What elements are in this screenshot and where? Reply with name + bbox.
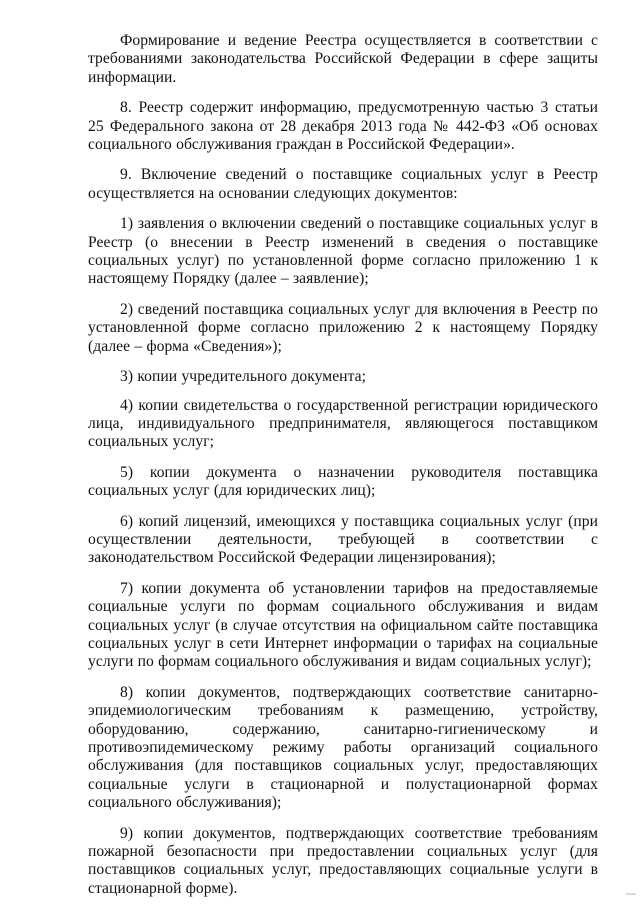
paragraph-item-9-inclusion-basis: 9. Включение сведений о поставщике социальных услуг в Реестр осуществляется на основании следующих документов: [88,166,598,202]
scan-edge-mark [626,893,636,895]
list-item-6-licenses: 6) копий лицензий, имеющихся у поставщика социальных услуг (при осуществлении деятельности, требующей в соответствии с законодательством Российской Федерации лицензирования); [88,512,598,567]
list-item-5-head-appointment: 5) копии документа о назначении руководителя поставщика социальных услуг (для юридических лиц); [88,463,598,500]
list-item-9-fire-safety: 9) копии документов, подтверждающих соответствие требованиям пожарной безопасности при предоставлении социальных услуг (для поставщиков социальных услуг, предоставляющих социальные услуги в стационарной форме). [88,824,598,897]
paragraph-registry-maintenance: Формирование и ведение Реестра осуществляется в соответствии с требованиями законодательства Российской Федерации в сфере защиты информации. [88,32,598,86]
list-item-1-application: 1) заявления о включении сведений о поставщике социальных услуг в Реестр (о внесении в Реестр изменений в сведения о поставщике социальных услуг) по установленной форме согласно приложению 1 к настоящему Порядку (далее – заявление); [88,215,598,288]
paragraph-item-8-registry-content: 8. Реестр содержит информацию, предусмотренную частью 3 статьи 25 Федерального закона от 28 декабря 2013 года № 442-ФЗ «Об основах социального обслуживания граждан в Российской Федерации». [88,99,598,154]
list-item-3-founding-document: 3) копии учредительного документа; [120,368,366,386]
list-item-2-information-form: 2) сведений поставщика социальных услуг для включения в Реестр по установленной форме согласно приложению 2 к настоящему Порядку (далее – форма «Сведения»); [88,300,598,355]
list-item-8-sanitary-compliance: 8) копии документов, подтверждающих соответствие санитарно-эпидемиологическим требованиям к размещению, устройству, оборудованию, содержанию, санитарно-гигиеническому и противоэпидемическому режиму работы организаций социального обслуживания (для поставщиков социальных услуг, предоставляющих социальные услуги в стационарной и полустационарной формах социального обслуживания); [88,683,598,812]
list-item-7-tariffs: 7) копии документа об установлении тарифов на предоставляемые социальные услуги по формам социального обслуживания и видам социальных услуг (в случае отсутствия на официальном сайте поставщика социальных услуг в сети Интернет информации о тарифах на социальные услуги по формам социального обслуживания и видам социальных услуг); [88,579,598,671]
list-item-4-registration-certificate: 4) копии свидетельства о государственной регистрации юридического лица, индивидуального предпринимателя, являющегося поставщиком социальных услуг; [88,396,598,451]
